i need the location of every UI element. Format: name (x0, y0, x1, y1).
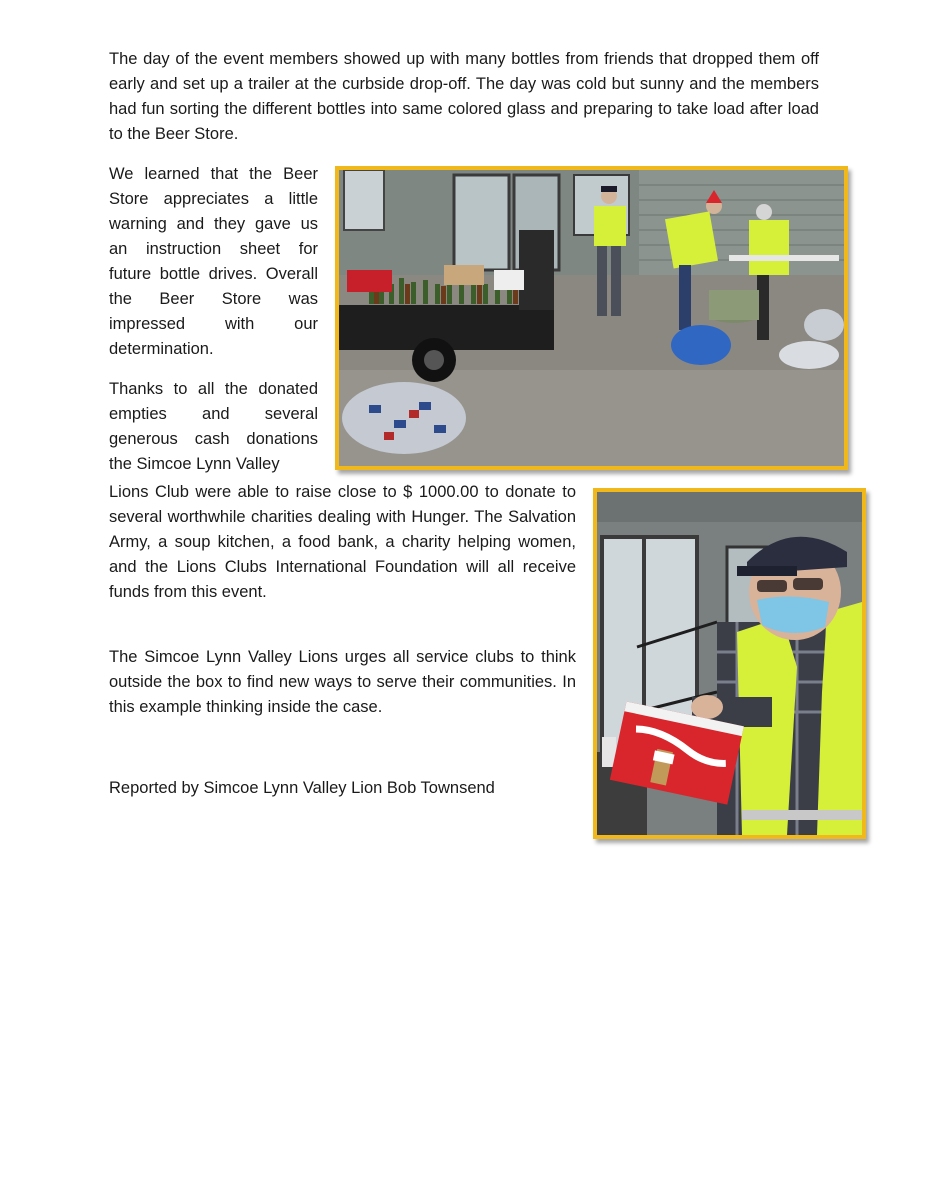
photo-lion-with-case (593, 488, 866, 839)
paragraph-service-clubs: The Simcoe Lynn Valley Lions urges all service clubs to think outside the box to find new ways to serve their communities. In this example thinking inside the case. (109, 648, 576, 716)
paragraph-event-day: The day of the event members showed up with many bottles from friends that dropped them off early and set up a trailer at the curbside drop-off. The day was cold but sunny and the members had fun sorting the different bottles into same colored glass and preparing to take load after load to the Beer Store. (109, 50, 819, 143)
photo-lion-with-case-image (597, 492, 862, 835)
paragraph-beer-store: We learned that the Beer Store appreciates a little warning and they gave us an instruction sheet for future bottle drives. Overall the Beer Store was impressed with our determination. (109, 165, 318, 358)
paragraph-donations-start: Thanks to all the donated empties and several generous cash donations the Simcoe Lynn Valley (109, 380, 318, 473)
photo-bottle-sorting-image (339, 170, 844, 466)
paragraph-donations-continued: Lions Club were able to raise close to $ 1000.00 to donate to several worthwhile charities dealing with Hunger. The Salvation Army, a soup kitchen, a food bank, a charity helping women, and the Lions Clubs International Foundation will all receive funds from this event. (109, 483, 576, 601)
photo-bottle-sorting (335, 166, 848, 470)
byline: Reported by Simcoe Lynn Valley Lion Bob Townsend (109, 779, 495, 797)
